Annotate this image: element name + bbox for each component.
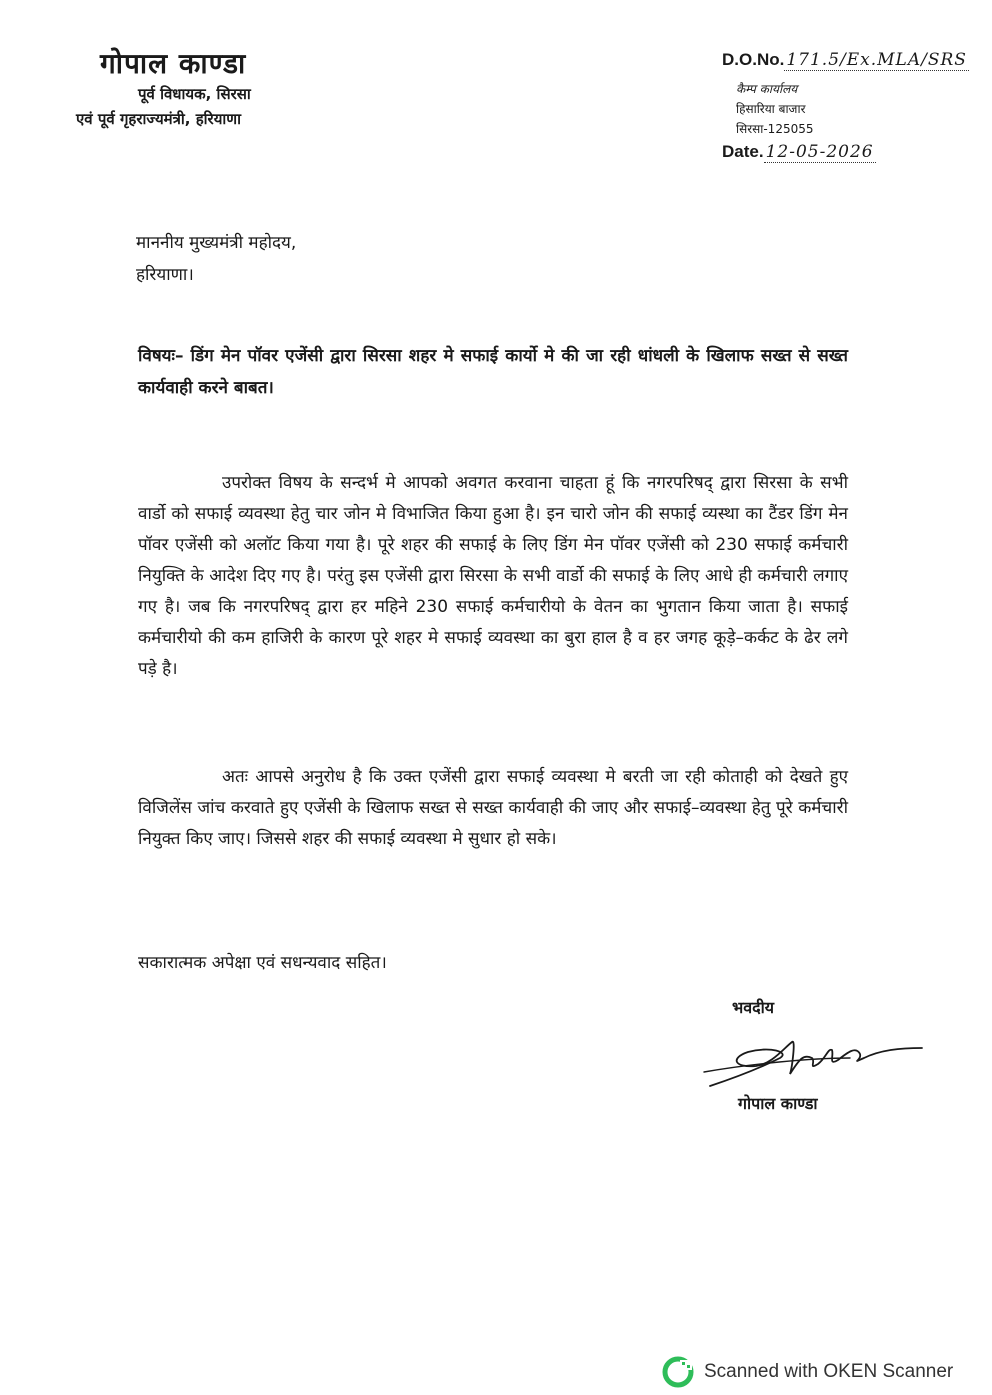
closing-line: सकारात्मक अपेक्षा एवं सधन्यवाद सहित। [138, 953, 387, 973]
recipient-title: माननीय मुख्यमंत्री महोदय, [136, 233, 297, 253]
handwritten-signature [700, 1028, 930, 1092]
letter-date [722, 142, 876, 163]
scanner-text: Scanned with OKEN Scanner [704, 1361, 954, 1382]
sender-designation: पूर्व विधायक, सिरसा [138, 85, 251, 103]
sender-name: गोपाल काण्डा [100, 47, 247, 80]
scanner-watermark [662, 1356, 953, 1388]
body-paragraph-2: अतः आपसे अनुरोध है कि उक्त एजेंसी द्वारा सफाई व्यवस्था मे बरती जा रही कोताही को देखते हुए विजिलेंस जांच करवाते हुए एजेंसी के खिलाफ सख्त से सख्त कार्यवाही की जाए और सफाई–व्यवस्था हेतु पूरे कर्मचारी नियुक्त किए जाए। जिससे शहर की सफाई व्यवस्था मे सुधार हो सके। [138, 767, 848, 849]
reference-number [722, 50, 969, 71]
body-paragraph-1: उपरोक्त विषय के सन्दर्भ मे आपको अवगत करवाना चाहता हूं कि नगरपरिषद् द्वारा सिरसा के सभी वार्डो को सफाई व्यवस्था हेतु चार जोन मे विभाजित किया हुआ है। इन चारो जोन की सफाई व्यस्था का टैंडर डिंग मेन पॉवर एजेंसी को अलॉट किया गया है। पूरे शहर की सफाई के लिए डिंग मेन पॉवर एजेंसी को 230 सफाई कर्मचारी नियुक्ति के आदेश दिए गए है। परंतु इस एजेंसी द्वारा सिरसा के सभी वार्डो की सफाई के लिए आधे ही कर्मचारी लगाए गए है। जब कि नगरपरिषद् द्वारा हर महिने 230 सफाई कर्मचारीयो के वेतन का भुगतान किया जाता है। सफाई कर्मचारीयो की कम हाजिरी के कारण पूरे शहर मे सफाई व्यवस्था का बुरा हाल है व हर जगह कूड़े–कर्कट के ढेर लगे पड़े है। [138, 473, 848, 679]
signatory-name: गोपाल काण्डा [738, 1094, 818, 1113]
letter-subject: विषयः– डिंग मेन पॉवर एजेंसी द्वारा सिरसा शहर मे सफाई कार्यो मे की जा रही धांधली के खिलाफ सख्त से सख्त कार्यवाही करने बाबत। [138, 346, 848, 398]
oken-scanner-logo-icon [662, 1356, 694, 1388]
address-line-1: हिसारिया बाजार [736, 102, 806, 116]
address-line-2: सिरसा-125055 [736, 122, 814, 136]
do-value: 171.5/Ex.MLA/SRS [786, 50, 967, 70]
date-label: Date. [722, 142, 764, 161]
sender-former-post: एवं पूर्व गृहराज्यमंत्री, हरियाणा [76, 110, 242, 128]
yours-faithfully: भवदीय [732, 998, 775, 1017]
recipient-state: हरियाणा। [136, 265, 194, 285]
camp-office: कैम्प कार्यालय [736, 82, 798, 96]
date-value: 12-05-2026 [765, 142, 874, 162]
do-label: D.O.No. [722, 50, 785, 69]
